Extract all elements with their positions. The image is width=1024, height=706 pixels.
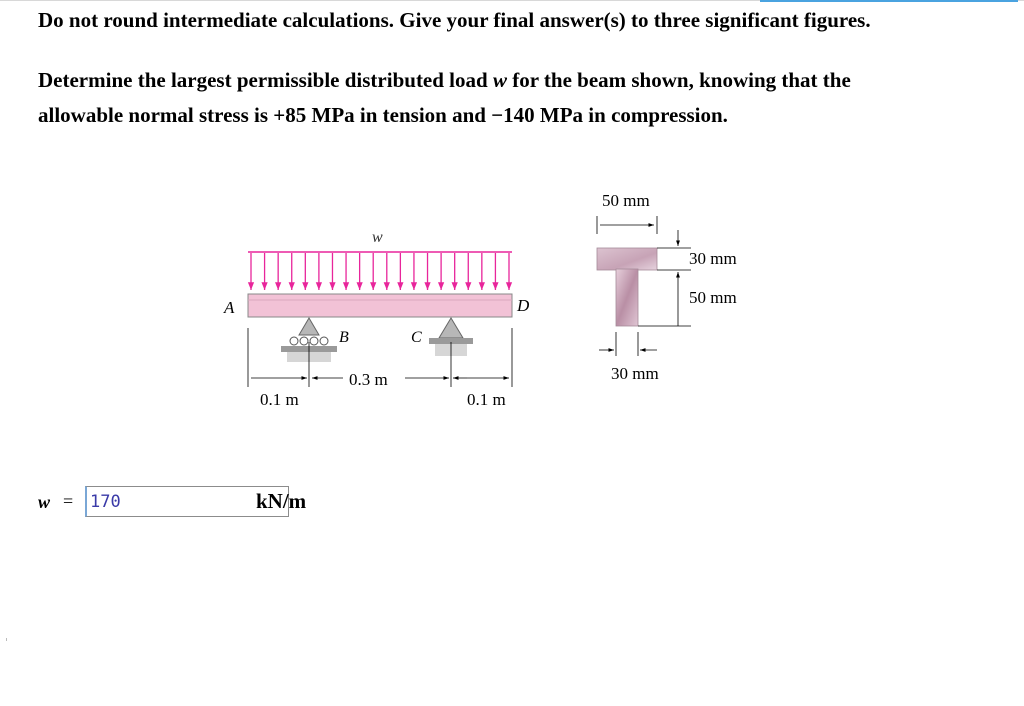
distributed-load [248,229,512,290]
section-web-width-label: 30 mm [611,364,659,383]
instruction-text: Do not round intermediate calculations. Give your final answer(s) to three significant figures. [38,8,871,32]
section-web [616,269,638,326]
beam-figure [215,182,775,422]
statement-pre: Determine the largest permissible distributed load [38,68,493,92]
statement-variable: w [492,68,507,92]
top-accent-bar [760,0,1018,2]
point-b-label: B [339,329,349,346]
section-dimensions [597,216,691,356]
beam [248,294,512,317]
problem-statement-line1 [38,68,851,93]
dim-left-label: 0.1 m [260,390,299,409]
answer-variable: w [38,492,51,512]
section-flange-thickness-label: 30 mm [689,249,737,268]
point-a-label: A [224,298,235,317]
problem-statement-line2: allowable normal stress is +85 MPa in tension and −140 MPa in compression. [38,103,728,127]
section-top-width-label: 50 mm [602,191,650,210]
dim-middle-label: 0.3 m [349,370,388,389]
dim-right-label: 0.1 m [467,390,506,409]
point-c-label: C [411,329,422,346]
t-cross-section [597,248,657,326]
section-flange [597,248,657,270]
answer-unit: kN/m [256,489,307,513]
point-d-label: D [517,296,530,315]
answer-equals: = [63,491,74,511]
load-label: w [372,229,383,246]
section-web-height-label: 50 mm [689,288,737,307]
statement-post: for the beam shown, knowing that the [506,68,851,92]
gutter-mark [6,638,7,641]
load-arrows [251,253,509,290]
